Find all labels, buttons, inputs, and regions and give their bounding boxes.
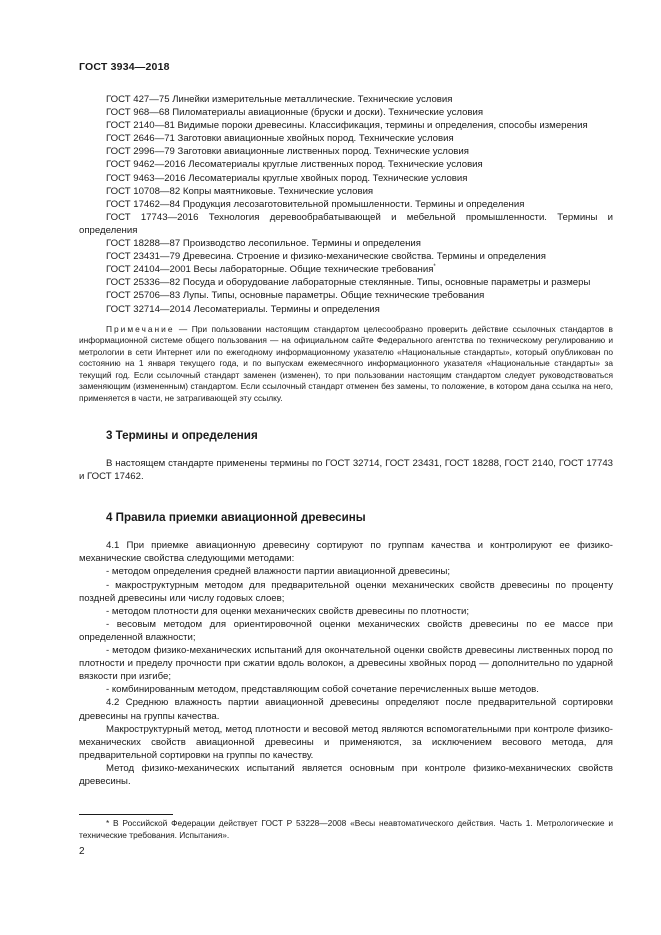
list-item: - методом физико-механических испытаний для окончательной оценки свойств древесины лиственных пород по плотности и пределу прочности при сжатии вдоль волокон, а древесины хвойных пород — дополнительно по ударной вязкости при изгибе; (79, 645, 613, 683)
reference-item: ГОСТ 17743—2016 Технология деревообрабатывающей и мебельной промышленности. Термины и определения (79, 211, 613, 236)
footnote: * В Российской Федерации действует ГОСТ Р 53228—2008 «Весы неавтоматического действия. Часть 1. Метрологические и технические требования. Испытания». (79, 818, 613, 840)
section-4-body (79, 539, 613, 788)
reference-item: ГОСТ 9463—2016 Лесоматериалы круглые хвойных пород. Технические условия (106, 172, 468, 184)
reference-item: ГОСТ 427—75 Линейки измерительные металлические. Технические условия (106, 94, 453, 105)
reference-item: ГОСТ 2996—79 Заготовки авиационные лиственных пород. Технические условия (106, 146, 469, 158)
paragraph: Метод физико-механических испытаний является основным при контроле физико-механических свойств древесины. (79, 762, 613, 787)
reference-item: ГОСТ 25336—82 Посуда и оборудование лабораторные стеклянные. Типы, основные параметры и размеры (106, 277, 591, 289)
paragraph: 4.2 Среднюю влажность партии авиационной древесины определяют после предварительной сортировки древесины на группы качества. (79, 697, 613, 722)
reference-item-with-footnote (79, 263, 613, 276)
reference-item: ГОСТ 10708—82 Копры маятниковые. Технические условия (106, 185, 374, 197)
list-item: - комбинированным методом, представляющим собой сочетание перечисленных выше методов. (106, 684, 539, 696)
section-4-heading: 4 Правила приемки авиационной древесины (106, 511, 366, 525)
reference-item: ГОСТ 32714—2014 Лесоматериалы. Термины и определения (106, 303, 380, 315)
document-header: ГОСТ 3934—2018 (79, 61, 170, 73)
list-item: - весовым методом для ориентировочной оценки механических свойств древесины по ее массе при определенной влажности; (79, 618, 613, 643)
references-list (79, 93, 613, 316)
footnote-divider (79, 814, 173, 815)
paragraph: Макроструктурный метод, метод плотности и весовой метод являются вспомогательными при контроле физико-механических свойств авиационной древесины и применяются, за исключением весового метода, для предварительной сортировки на группы по качеству. (79, 723, 613, 761)
list-item: - макроструктурным методом для предварительной оценки механических свойств древесины по проценту поздней древесины или числу годовых слоев; (79, 579, 613, 604)
page-number: 2 (79, 846, 85, 857)
paragraph: 4.1 При приемке авиационную древесину сортируют по группам качества и контролируют ее физико-механические свойства следующими методами: (79, 540, 613, 565)
page-content (79, 93, 613, 788)
reference-item: ГОСТ 17462—84 Продукция лесозаготовительной промышленности. Термины и определения (106, 198, 525, 210)
reference-item: ГОСТ 18288—87 Производство лесопильное. Термины и определения (106, 238, 421, 250)
reference-item: ГОСТ 23431—79 Древесина. Строение и физико-механические свойства. Термины и определения (106, 251, 546, 263)
note-label: Примечание (106, 323, 175, 334)
list-item: - методом плотности для оценки механических свойств древесины по плотности; (106, 605, 470, 617)
reference-text: ГОСТ 24104—2001 Весы лабораторные. Общие технические требования (106, 264, 434, 276)
note-text: — При пользовании настоящим стандартом целесообразно проверить действие ссылочных стандартов в информационной системе общего пользования — на официальном сайте Федерального агентства по техническому регулированию и метрологии в сети Интернет или по ежегодному информационному указателю «Национальные стандарты», который опубликован по состоянию на 1 января текущего года, и по выпускам ежемесячного информационного указателя «Национальные стандарты» за текущий год. Если ссылочный стандарт заменен (изменен), то при пользовании настоящим стандартом следует руководствоваться заменяющим (измененным) стандартом. Если ссылочный стандарт отменен без замены, то положение, в котором дана ссылка на него, применяется в части, не затрагивающей эту ссылку. (79, 323, 613, 403)
list-item: - методом определения средней влажности партии авиационной древесины; (106, 566, 451, 578)
reference-item: ГОСТ 9462—2016 Лесоматериалы круглые лиственных пород. Технические условия (106, 159, 483, 171)
footnote-marker: * (433, 264, 436, 271)
section-3-text: В настоящем стандарте применены термины по ГОСТ 32714, ГОСТ 23431, ГОСТ 18288, ГОСТ 2140, ГОСТ 17743 и ГОСТ 17462. (79, 458, 613, 483)
reference-item: ГОСТ 968—68 Пиломатериалы авиационные (бруски и доски). Технические условия (106, 107, 484, 119)
note-paragraph (79, 324, 613, 405)
section-3-heading: 3 Термины и определения (106, 429, 258, 443)
reference-item: ГОСТ 25706—83 Лупы. Типы, основные параметры. Общие технические требования (106, 290, 485, 302)
reference-item: ГОСТ 2646—71 Заготовки авиационные хвойных пород. Технические условия (106, 133, 454, 145)
reference-item: ГОСТ 2140—81 Видимые пороки древесины. Классификация, термины и определения, способы измерения (106, 120, 588, 132)
